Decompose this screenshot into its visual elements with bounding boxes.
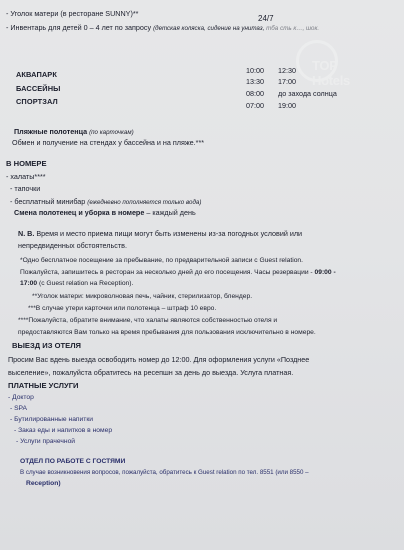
kids-equipment-cut: тба (266, 25, 279, 32)
paid-item-room-service: - Заказ еды и напитков в номер (14, 427, 113, 434)
minibar-note: (ежедневно пополняется только вода) (87, 199, 202, 206)
watermark-brand: TOP Hotels (312, 58, 350, 88)
note-star2: **Уголок матери: микроволновая печь, чайник, стерилизатор, блендер. (32, 293, 253, 300)
kids-equipment-tail: сть к…, шок. (280, 25, 320, 32)
housekeeping-bold: Смена полотенец и уборка в номере (14, 208, 145, 217)
facility-gym: СПОРТЗАЛ (16, 97, 58, 106)
note-star1-time-to: 17:00 (20, 280, 38, 287)
note-star1-time-from: 09:00 - (314, 269, 336, 276)
nb-text-1: Время и место приема пищи могут быть изменены из-за погодных условий или (36, 229, 303, 238)
nb-line-2: непредвиденных обстоятельств. (18, 241, 127, 250)
beach-towels-note: (по карточкам) (89, 129, 134, 136)
in-room-item-minibar (10, 197, 201, 207)
in-room-heading: В НОМЕРЕ (6, 159, 47, 168)
housekeeping-line (14, 208, 196, 217)
mother-corner-line: - Уголок матери (в ресторане SUNNY)** (6, 9, 139, 18)
housekeeping-tail: – каждый день (144, 208, 196, 217)
paid-item-doctor: - Доктор (8, 394, 34, 401)
note-star4-line-2: предоставляются Вам только на время пребывания для пользования исключительно в номере. (18, 329, 316, 336)
nb-label: N. B. (18, 229, 35, 238)
kids-equipment-line (6, 23, 400, 33)
note-star1-text: Пожалуйста, запишитесь в ресторан за несколько дней до его посещения. Часы резервации - (20, 269, 315, 276)
facility-gym-from: 07:00 (246, 101, 264, 110)
paid-item-drinks: - Бутилированные напитки (10, 416, 94, 423)
facility-aquapark-from-2: 13:30 (246, 77, 264, 86)
facility-aquapark-to-2: 17:00 (278, 77, 296, 86)
facility-pools: БАССЕЙНЫ (16, 84, 61, 93)
checkout-line-2: выселение», пожалуйста обратитесь на ресепшн за день до выезда. Услуга платная. (8, 368, 294, 377)
beach-towels-title (14, 127, 134, 137)
facility-pools-from: 08:00 (246, 89, 264, 98)
checkout-heading: ВЫЕЗД ИЗ ОТЕЛЯ (12, 341, 81, 350)
note-star1-line-2 (20, 268, 336, 277)
checkout-line-1: Просим Вас вдень выезда освободить номер до 12:00. Для оформления услуги «Позднее (8, 355, 310, 364)
kids-equipment-lead: - Инвентарь для детей 0 – 4 лет по запросу (6, 23, 152, 32)
beach-towels-text: Обмен и получение на стендах у бассейна и на пляже.*** (12, 138, 205, 147)
paid-item-laundry: - Услуги прачечной (16, 438, 76, 445)
guest-relations-line-2: Reception) (26, 480, 61, 487)
facility-aquapark-from-1: 10:00 (246, 66, 264, 75)
note-star3: ***В случае утери карточки или полотенца – штраф 10 евро. (28, 305, 217, 312)
paid-services-heading: ПЛАТНЫЕ УСЛУГИ (8, 381, 79, 390)
in-room-item-slippers: - тапочки (10, 184, 41, 193)
note-star1-reception: (с Guest relation на Reception). (37, 280, 134, 287)
facility-gym-to: 19:00 (278, 101, 296, 110)
facility-aquapark-to-1: 12:30 (278, 66, 296, 75)
note-star1-line-1: *Одно бесплатное посещение за пребывание, по предварительной записи с Guest relation. (20, 257, 303, 264)
nb-line-1 (18, 229, 302, 238)
note-star1-line-3 (20, 279, 133, 288)
paid-item-spa: - SPA (10, 405, 27, 412)
minibar-label: - бесплатный минибар (10, 197, 86, 206)
kids-equipment-note: (детская коляска, сидение на унитаз, (153, 25, 267, 32)
page-marker: 24/7 (258, 14, 274, 23)
facility-aquapark: АКВАПАРК (16, 70, 57, 79)
beach-towels-label: Пляжные полотенца (14, 127, 88, 136)
in-room-item-robes: - халаты**** (6, 172, 46, 181)
note-star4-line-1: ****Пожалуйста, обратите внимание, что халаты являются собственностью отеля и (18, 317, 278, 324)
facility-pools-to: до захода солнца (278, 89, 337, 98)
guest-relations-heading: ОТДЕЛ ПО РАБОТЕ С ГОСТЯМИ (20, 458, 126, 465)
guest-relations-line-1: В случае возникновения вопросов, пожалуйста, обратитесь к Guest relation по тел. 8551 (или 8550 – (20, 469, 309, 476)
